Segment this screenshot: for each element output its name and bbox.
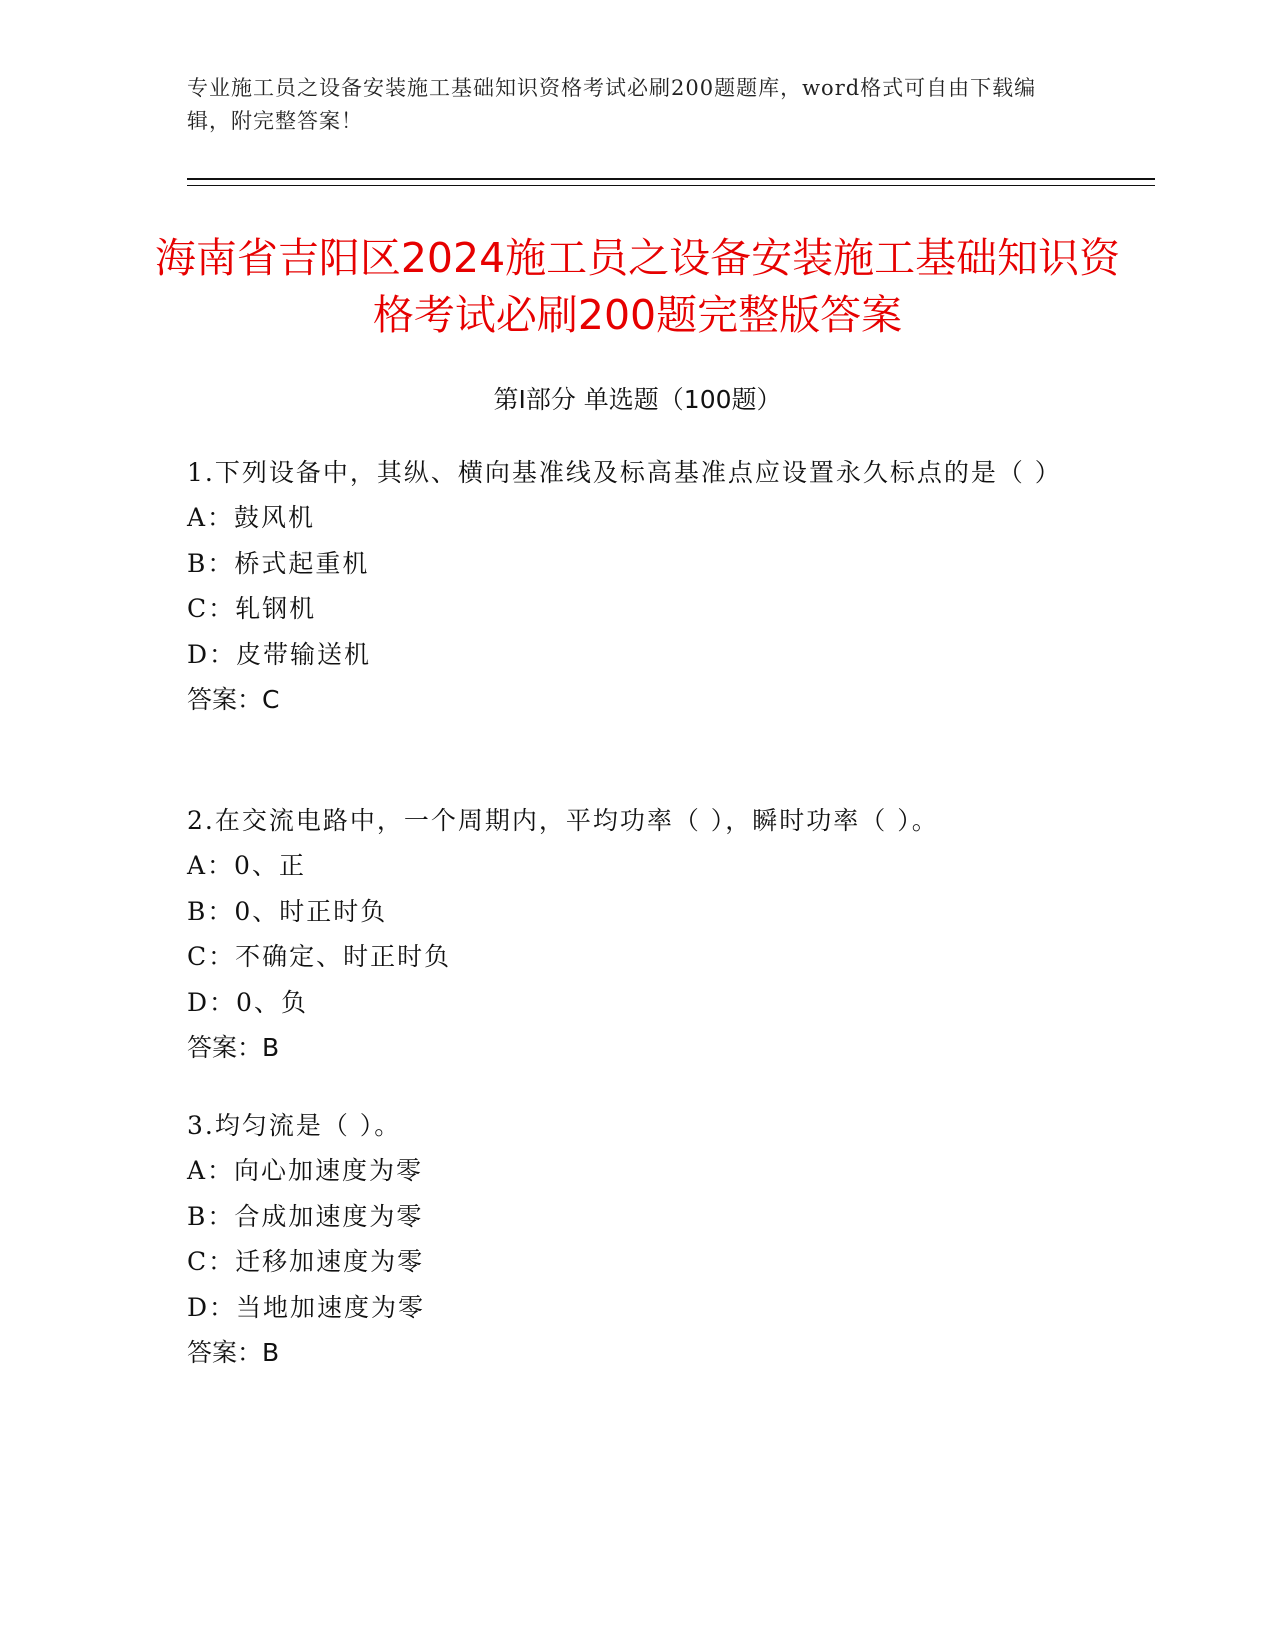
question-2 (187, 799, 1107, 1071)
question-1 (187, 451, 1107, 723)
document-title: 海南省吉阳区2024施工员之设备安装施工基础知识资格考试必刷200题完整版答案 (154, 234, 1121, 339)
option-b: B：桥式起重机 (187, 548, 370, 578)
question-stem: 3.均匀流是（ ）。 (187, 1111, 402, 1140)
option-d: D：0、负 (187, 987, 308, 1017)
answer: 答案：B (187, 1338, 280, 1367)
option-a: A：0、正 (187, 851, 306, 880)
option-c: C：轧钢机 (187, 594, 317, 623)
option-b: B：合成加速度为零 (187, 1201, 424, 1231)
option-a: A：向心加速度为零 (187, 1156, 424, 1185)
option-d: D：当地加速度为零 (187, 1292, 426, 1322)
question-stem: 2.在交流电路中，一个周期内，平均功率（ ），瞬时功率（ ）。 (187, 806, 939, 835)
option-d: D：皮带输送机 (187, 639, 372, 669)
option-b: B：0、时正时负 (187, 896, 388, 926)
option-a: A：鼓风机 (187, 503, 316, 532)
answer: 答案：B (187, 1033, 280, 1062)
header-note: 专业施工员之设备安装施工基础知识资格考试必刷200题题库，word格式可自由下载编辑，附完整答案！ (187, 76, 1037, 133)
question-stem: 1.下列设备中，其纵、横向基准线及标高基准点应设置永久标点的是（ ） (187, 458, 1062, 487)
option-c: C：不确定、时正时负 (187, 942, 452, 971)
header-divider (187, 178, 1155, 186)
option-c: C：迁移加速度为零 (187, 1247, 425, 1276)
answer: 答案：C (187, 685, 280, 714)
section-title: 第I部分 单选题（100题） (493, 385, 782, 414)
question-3 (187, 1104, 1107, 1376)
